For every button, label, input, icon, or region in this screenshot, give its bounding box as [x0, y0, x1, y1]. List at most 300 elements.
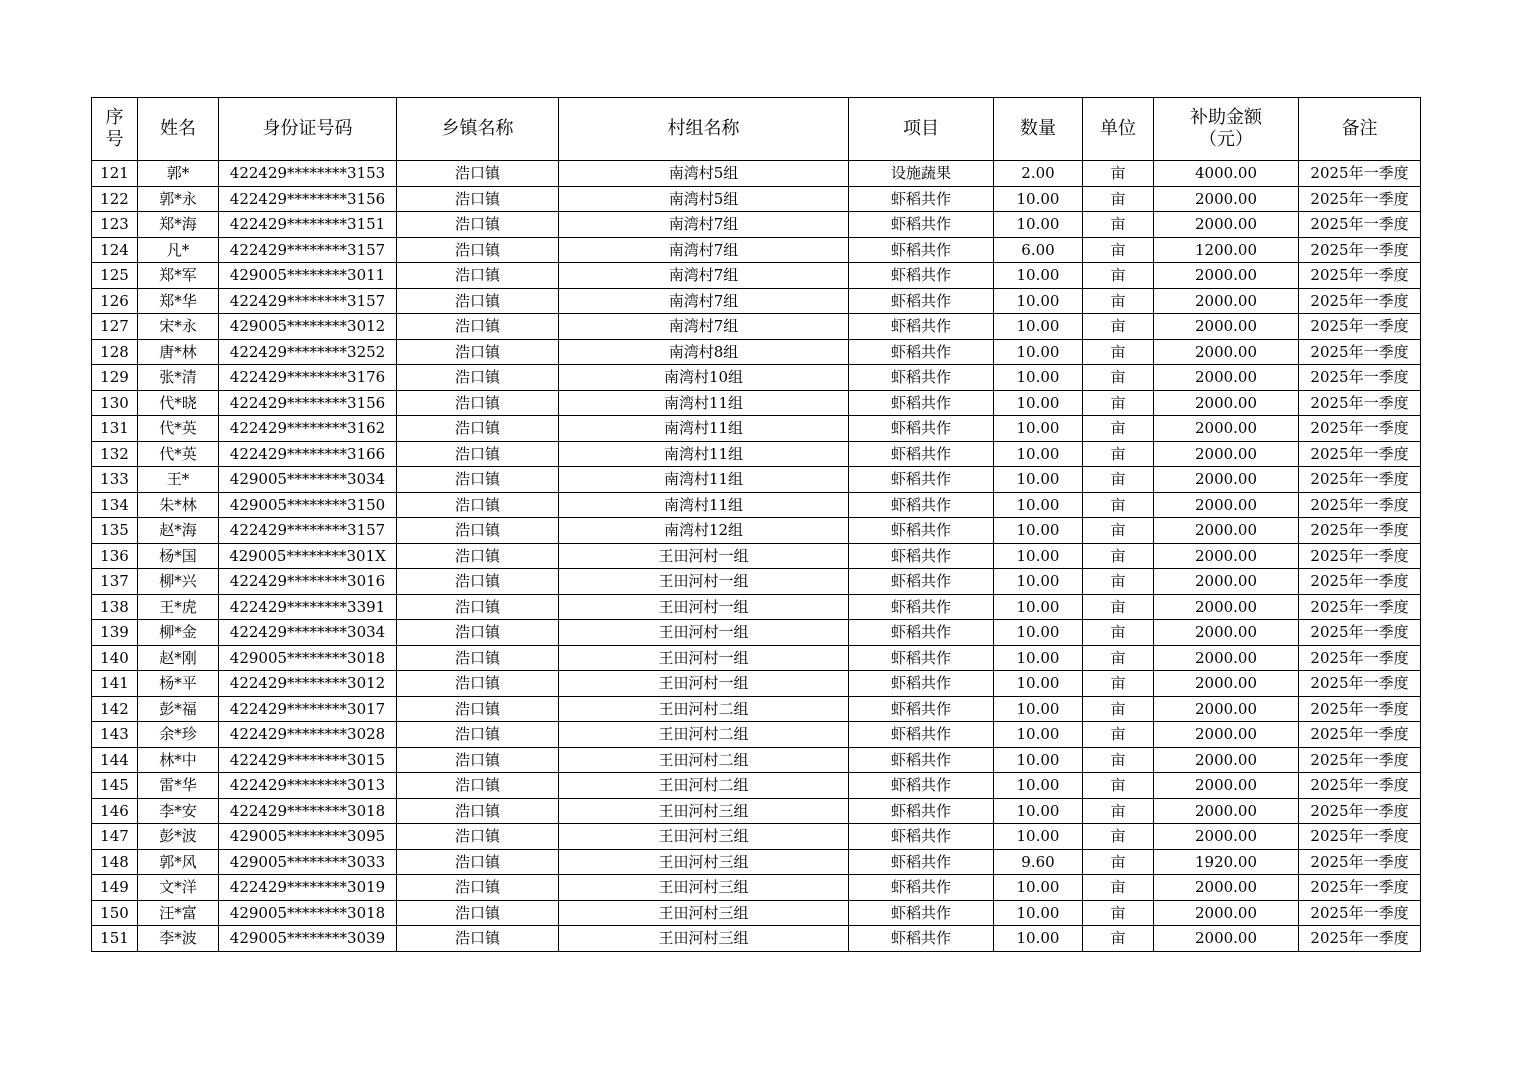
table-row: [92, 212, 1421, 238]
id-number-cell: 422429********3015: [219, 747, 397, 773]
id-number-cell: 422429********3028: [219, 722, 397, 748]
table-row: [92, 798, 1421, 824]
name-cell: 代*晓: [138, 390, 219, 416]
id-number-cell: 429005********3018: [219, 900, 397, 926]
header-seq-label: 序号: [105, 107, 124, 150]
seq-cell: 148: [92, 849, 138, 875]
table-row: [92, 900, 1421, 926]
name-cell: 李*安: [138, 798, 219, 824]
amount-cell: 2000.00: [1154, 365, 1299, 391]
unit-cell: 亩: [1083, 620, 1154, 646]
amount-cell: 2000.00: [1154, 875, 1299, 901]
project-cell: 虾稻共作: [849, 263, 994, 289]
name-cell: 彭*福: [138, 696, 219, 722]
name-cell: 余*珍: [138, 722, 219, 748]
amount-cell: 2000.00: [1154, 671, 1299, 697]
id-number-cell: 429005********3034: [219, 467, 397, 493]
amount-cell: 2000.00: [1154, 747, 1299, 773]
id-number-cell: 422429********3034: [219, 620, 397, 646]
id-number-cell: 422429********3157: [219, 518, 397, 544]
header-village-group: 村组名称: [559, 98, 849, 161]
seq-cell: 121: [92, 161, 138, 187]
table-row: [92, 722, 1421, 748]
name-cell: 林*中: [138, 747, 219, 773]
amount-cell: 1200.00: [1154, 237, 1299, 263]
seq-cell: 138: [92, 594, 138, 620]
seq-cell: 123: [92, 212, 138, 238]
unit-cell: 亩: [1083, 263, 1154, 289]
town-cell: 浩口镇: [397, 339, 559, 365]
quantity-cell: 10.00: [994, 594, 1083, 620]
amount-cell: 2000.00: [1154, 773, 1299, 799]
amount-cell: 2000.00: [1154, 798, 1299, 824]
table-row: [92, 492, 1421, 518]
town-cell: 浩口镇: [397, 594, 559, 620]
seq-cell: 136: [92, 543, 138, 569]
village-group-cell: 南湾村7组: [559, 237, 849, 263]
seq-cell: 151: [92, 926, 138, 952]
town-cell: 浩口镇: [397, 773, 559, 799]
id-number-cell: 422429********3176: [219, 365, 397, 391]
amount-cell: 2000.00: [1154, 543, 1299, 569]
id-number-cell: 429005********3095: [219, 824, 397, 850]
unit-cell: 亩: [1083, 696, 1154, 722]
id-number-cell: 422429********3166: [219, 441, 397, 467]
village-group-cell: 南湾村12组: [559, 518, 849, 544]
amount-cell: 2000.00: [1154, 620, 1299, 646]
remark-cell: 2025年一季度: [1299, 722, 1421, 748]
project-cell: 虾稻共作: [849, 441, 994, 467]
remark-cell: 2025年一季度: [1299, 467, 1421, 493]
id-number-cell: 429005********3012: [219, 314, 397, 340]
village-group-cell: 王田河村一组: [559, 620, 849, 646]
table-row: [92, 594, 1421, 620]
unit-cell: 亩: [1083, 722, 1154, 748]
village-group-cell: 王田河村一组: [559, 671, 849, 697]
remark-cell: 2025年一季度: [1299, 186, 1421, 212]
quantity-cell: 10.00: [994, 186, 1083, 212]
quantity-cell: 10.00: [994, 492, 1083, 518]
project-cell: 虾稻共作: [849, 594, 994, 620]
header-row: [92, 98, 1421, 161]
id-number-cell: 429005********301X: [219, 543, 397, 569]
town-cell: 浩口镇: [397, 849, 559, 875]
remark-cell: 2025年一季度: [1299, 212, 1421, 238]
table-row: [92, 365, 1421, 391]
project-cell: 虾稻共作: [849, 747, 994, 773]
village-group-cell: 南湾村7组: [559, 314, 849, 340]
unit-cell: 亩: [1083, 365, 1154, 391]
name-cell: 彭*波: [138, 824, 219, 850]
remark-cell: 2025年一季度: [1299, 849, 1421, 875]
town-cell: 浩口镇: [397, 798, 559, 824]
seq-cell: 125: [92, 263, 138, 289]
quantity-cell: 10.00: [994, 518, 1083, 544]
amount-cell: 2000.00: [1154, 696, 1299, 722]
quantity-cell: 10.00: [994, 543, 1083, 569]
remark-cell: 2025年一季度: [1299, 798, 1421, 824]
town-cell: 浩口镇: [397, 645, 559, 671]
village-group-cell: 南湾村11组: [559, 416, 849, 442]
project-cell: 虾稻共作: [849, 543, 994, 569]
quantity-cell: 10.00: [994, 365, 1083, 391]
seq-cell: 122: [92, 186, 138, 212]
quantity-cell: 10.00: [994, 900, 1083, 926]
town-cell: 浩口镇: [397, 900, 559, 926]
project-cell: 虾稻共作: [849, 824, 994, 850]
quantity-cell: 10.00: [994, 314, 1083, 340]
table-row: [92, 416, 1421, 442]
remark-cell: 2025年一季度: [1299, 314, 1421, 340]
town-cell: 浩口镇: [397, 288, 559, 314]
amount-cell: 2000.00: [1154, 263, 1299, 289]
village-group-cell: 南湾村7组: [559, 212, 849, 238]
amount-cell: 4000.00: [1154, 161, 1299, 187]
village-group-cell: 王田河村一组: [559, 569, 849, 595]
quantity-cell: 10.00: [994, 390, 1083, 416]
project-cell: 虾稻共作: [849, 467, 994, 493]
unit-cell: 亩: [1083, 594, 1154, 620]
town-cell: 浩口镇: [397, 186, 559, 212]
id-number-cell: 422429********3157: [219, 288, 397, 314]
table-row: [92, 339, 1421, 365]
project-cell: 设施蔬果: [849, 161, 994, 187]
subsidy-table: [91, 97, 1421, 952]
id-number-cell: 422429********3013: [219, 773, 397, 799]
town-cell: 浩口镇: [397, 671, 559, 697]
table-row: [92, 569, 1421, 595]
project-cell: 虾稻共作: [849, 314, 994, 340]
unit-cell: 亩: [1083, 161, 1154, 187]
village-group-cell: 王田河村三组: [559, 900, 849, 926]
town-cell: 浩口镇: [397, 212, 559, 238]
remark-cell: 2025年一季度: [1299, 237, 1421, 263]
name-cell: 郑*华: [138, 288, 219, 314]
header-seq: [92, 98, 138, 161]
unit-cell: 亩: [1083, 492, 1154, 518]
quantity-cell: 10.00: [994, 747, 1083, 773]
unit-cell: 亩: [1083, 212, 1154, 238]
quantity-cell: 6.00: [994, 237, 1083, 263]
name-cell: 李*波: [138, 926, 219, 952]
amount-cell: 2000.00: [1154, 416, 1299, 442]
remark-cell: 2025年一季度: [1299, 416, 1421, 442]
project-cell: 虾稻共作: [849, 875, 994, 901]
amount-cell: 2000.00: [1154, 518, 1299, 544]
seq-cell: 129: [92, 365, 138, 391]
unit-cell: 亩: [1083, 926, 1154, 952]
remark-cell: 2025年一季度: [1299, 390, 1421, 416]
amount-cell: 2000.00: [1154, 314, 1299, 340]
name-cell: 王*: [138, 467, 219, 493]
village-group-cell: 王田河村一组: [559, 645, 849, 671]
table-row: [92, 926, 1421, 952]
seq-cell: 126: [92, 288, 138, 314]
amount-cell: 2000.00: [1154, 288, 1299, 314]
project-cell: 虾稻共作: [849, 365, 994, 391]
town-cell: 浩口镇: [397, 467, 559, 493]
amount-cell: 2000.00: [1154, 186, 1299, 212]
town-cell: 浩口镇: [397, 696, 559, 722]
amount-cell: 2000.00: [1154, 390, 1299, 416]
unit-cell: 亩: [1083, 798, 1154, 824]
village-group-cell: 王田河村二组: [559, 722, 849, 748]
amount-cell: 2000.00: [1154, 569, 1299, 595]
seq-cell: 128: [92, 339, 138, 365]
seq-cell: 140: [92, 645, 138, 671]
header-name: 姓名: [138, 98, 219, 161]
unit-cell: 亩: [1083, 747, 1154, 773]
amount-cell: 2000.00: [1154, 467, 1299, 493]
village-group-cell: 南湾村11组: [559, 441, 849, 467]
unit-cell: 亩: [1083, 900, 1154, 926]
project-cell: 虾稻共作: [849, 722, 994, 748]
unit-cell: 亩: [1083, 467, 1154, 493]
remark-cell: 2025年一季度: [1299, 339, 1421, 365]
table-row: [92, 314, 1421, 340]
remark-cell: 2025年一季度: [1299, 543, 1421, 569]
unit-cell: 亩: [1083, 518, 1154, 544]
project-cell: 虾稻共作: [849, 620, 994, 646]
table-row: [92, 747, 1421, 773]
id-number-cell: 422429********3162: [219, 416, 397, 442]
village-group-cell: 王田河村三组: [559, 926, 849, 952]
remark-cell: 2025年一季度: [1299, 492, 1421, 518]
project-cell: 虾稻共作: [849, 288, 994, 314]
village-group-cell: 王田河村三组: [559, 798, 849, 824]
village-group-cell: 王田河村三组: [559, 875, 849, 901]
town-cell: 浩口镇: [397, 263, 559, 289]
quantity-cell: 10.00: [994, 569, 1083, 595]
seq-cell: 147: [92, 824, 138, 850]
village-group-cell: 南湾村8组: [559, 339, 849, 365]
id-number-cell: 429005********3011: [219, 263, 397, 289]
name-cell: 赵*刚: [138, 645, 219, 671]
village-group-cell: 王田河村一组: [559, 543, 849, 569]
village-group-cell: 南湾村7组: [559, 263, 849, 289]
table-row: [92, 875, 1421, 901]
document-page: [91, 97, 1421, 952]
id-number-cell: 422429********3156: [219, 186, 397, 212]
amount-cell: 2000.00: [1154, 900, 1299, 926]
seq-cell: 142: [92, 696, 138, 722]
seq-cell: 130: [92, 390, 138, 416]
remark-cell: 2025年一季度: [1299, 518, 1421, 544]
unit-cell: 亩: [1083, 543, 1154, 569]
seq-cell: 133: [92, 467, 138, 493]
amount-cell: 2000.00: [1154, 926, 1299, 952]
amount-cell: 2000.00: [1154, 645, 1299, 671]
town-cell: 浩口镇: [397, 518, 559, 544]
id-number-cell: 429005********3033: [219, 849, 397, 875]
quantity-cell: 10.00: [994, 263, 1083, 289]
remark-cell: 2025年一季度: [1299, 900, 1421, 926]
name-cell: 唐*林: [138, 339, 219, 365]
quantity-cell: 10.00: [994, 722, 1083, 748]
id-number-cell: 422429********3012: [219, 671, 397, 697]
amount-cell: 2000.00: [1154, 212, 1299, 238]
header-id-number: 身份证号码: [219, 98, 397, 161]
table-row: [92, 390, 1421, 416]
project-cell: 虾稻共作: [849, 671, 994, 697]
town-cell: 浩口镇: [397, 747, 559, 773]
table-row: [92, 186, 1421, 212]
name-cell: 郭*: [138, 161, 219, 187]
table-row: [92, 161, 1421, 187]
quantity-cell: 10.00: [994, 467, 1083, 493]
name-cell: 雷*华: [138, 773, 219, 799]
table-row: [92, 288, 1421, 314]
id-number-cell: 422429********3018: [219, 798, 397, 824]
id-number-cell: 429005********3039: [219, 926, 397, 952]
id-number-cell: 422429********3017: [219, 696, 397, 722]
unit-cell: 亩: [1083, 569, 1154, 595]
name-cell: 柳*兴: [138, 569, 219, 595]
village-group-cell: 王田河村一组: [559, 594, 849, 620]
village-group-cell: 王田河村三组: [559, 824, 849, 850]
village-group-cell: 南湾村5组: [559, 186, 849, 212]
unit-cell: 亩: [1083, 237, 1154, 263]
unit-cell: 亩: [1083, 441, 1154, 467]
header-unit: 单位: [1083, 98, 1154, 161]
table-row: [92, 645, 1421, 671]
remark-cell: 2025年一季度: [1299, 875, 1421, 901]
project-cell: 虾稻共作: [849, 773, 994, 799]
table-row: [92, 543, 1421, 569]
table-row: [92, 849, 1421, 875]
remark-cell: 2025年一季度: [1299, 263, 1421, 289]
remark-cell: 2025年一季度: [1299, 926, 1421, 952]
remark-cell: 2025年一季度: [1299, 569, 1421, 595]
name-cell: 杨*平: [138, 671, 219, 697]
remark-cell: 2025年一季度: [1299, 594, 1421, 620]
id-number-cell: 422429********3157: [219, 237, 397, 263]
town-cell: 浩口镇: [397, 441, 559, 467]
town-cell: 浩口镇: [397, 926, 559, 952]
project-cell: 虾稻共作: [849, 645, 994, 671]
quantity-cell: 10.00: [994, 926, 1083, 952]
project-cell: 虾稻共作: [849, 416, 994, 442]
town-cell: 浩口镇: [397, 722, 559, 748]
name-cell: 郑*海: [138, 212, 219, 238]
quantity-cell: 10.00: [994, 696, 1083, 722]
project-cell: 虾稻共作: [849, 492, 994, 518]
table-header: [92, 98, 1421, 161]
project-cell: 虾稻共作: [849, 186, 994, 212]
town-cell: 浩口镇: [397, 416, 559, 442]
header-amount-label: 补助金额（元）: [1190, 107, 1262, 150]
table-row: [92, 467, 1421, 493]
name-cell: 杨*国: [138, 543, 219, 569]
village-group-cell: 王田河村二组: [559, 773, 849, 799]
village-group-cell: 王田河村二组: [559, 747, 849, 773]
name-cell: 宋*永: [138, 314, 219, 340]
remark-cell: 2025年一季度: [1299, 365, 1421, 391]
unit-cell: 亩: [1083, 671, 1154, 697]
quantity-cell: 10.00: [994, 645, 1083, 671]
town-cell: 浩口镇: [397, 543, 559, 569]
seq-cell: 137: [92, 569, 138, 595]
unit-cell: 亩: [1083, 824, 1154, 850]
amount-cell: 2000.00: [1154, 824, 1299, 850]
seq-cell: 143: [92, 722, 138, 748]
quantity-cell: 10.00: [994, 875, 1083, 901]
name-cell: 柳*金: [138, 620, 219, 646]
remark-cell: 2025年一季度: [1299, 696, 1421, 722]
unit-cell: 亩: [1083, 416, 1154, 442]
seq-cell: 135: [92, 518, 138, 544]
id-number-cell: 422429********3252: [219, 339, 397, 365]
table-row: [92, 263, 1421, 289]
project-cell: 虾稻共作: [849, 569, 994, 595]
seq-cell: 132: [92, 441, 138, 467]
seq-cell: 127: [92, 314, 138, 340]
name-cell: 代*英: [138, 416, 219, 442]
town-cell: 浩口镇: [397, 824, 559, 850]
seq-cell: 124: [92, 237, 138, 263]
quantity-cell: 10.00: [994, 798, 1083, 824]
seq-cell: 141: [92, 671, 138, 697]
id-number-cell: 429005********3018: [219, 645, 397, 671]
remark-cell: 2025年一季度: [1299, 441, 1421, 467]
village-group-cell: 王田河村三组: [559, 849, 849, 875]
name-cell: 凡*: [138, 237, 219, 263]
table-row: [92, 620, 1421, 646]
seq-cell: 149: [92, 875, 138, 901]
town-cell: 浩口镇: [397, 237, 559, 263]
remark-cell: 2025年一季度: [1299, 161, 1421, 187]
unit-cell: 亩: [1083, 875, 1154, 901]
unit-cell: 亩: [1083, 390, 1154, 416]
town-cell: 浩口镇: [397, 161, 559, 187]
id-number-cell: 422429********3156: [219, 390, 397, 416]
remark-cell: 2025年一季度: [1299, 620, 1421, 646]
town-cell: 浩口镇: [397, 569, 559, 595]
village-group-cell: 南湾村5组: [559, 161, 849, 187]
project-cell: 虾稻共作: [849, 518, 994, 544]
village-group-cell: 南湾村11组: [559, 492, 849, 518]
seq-cell: 145: [92, 773, 138, 799]
table-row: [92, 773, 1421, 799]
remark-cell: 2025年一季度: [1299, 824, 1421, 850]
town-cell: 浩口镇: [397, 492, 559, 518]
remark-cell: 2025年一季度: [1299, 773, 1421, 799]
quantity-cell: 10.00: [994, 620, 1083, 646]
name-cell: 赵*海: [138, 518, 219, 544]
amount-cell: 1920.00: [1154, 849, 1299, 875]
id-number-cell: 422429********3153: [219, 161, 397, 187]
name-cell: 郭*风: [138, 849, 219, 875]
unit-cell: 亩: [1083, 288, 1154, 314]
seq-cell: 134: [92, 492, 138, 518]
project-cell: 虾稻共作: [849, 849, 994, 875]
id-number-cell: 422429********3151: [219, 212, 397, 238]
header-quantity: 数量: [994, 98, 1083, 161]
seq-cell: 144: [92, 747, 138, 773]
quantity-cell: 10.00: [994, 339, 1083, 365]
name-cell: 张*清: [138, 365, 219, 391]
id-number-cell: 422429********3016: [219, 569, 397, 595]
table-row: [92, 824, 1421, 850]
quantity-cell: 2.00: [994, 161, 1083, 187]
amount-cell: 2000.00: [1154, 441, 1299, 467]
remark-cell: 2025年一季度: [1299, 645, 1421, 671]
table-row: [92, 441, 1421, 467]
remark-cell: 2025年一季度: [1299, 747, 1421, 773]
quantity-cell: 10.00: [994, 441, 1083, 467]
unit-cell: 亩: [1083, 645, 1154, 671]
unit-cell: 亩: [1083, 773, 1154, 799]
